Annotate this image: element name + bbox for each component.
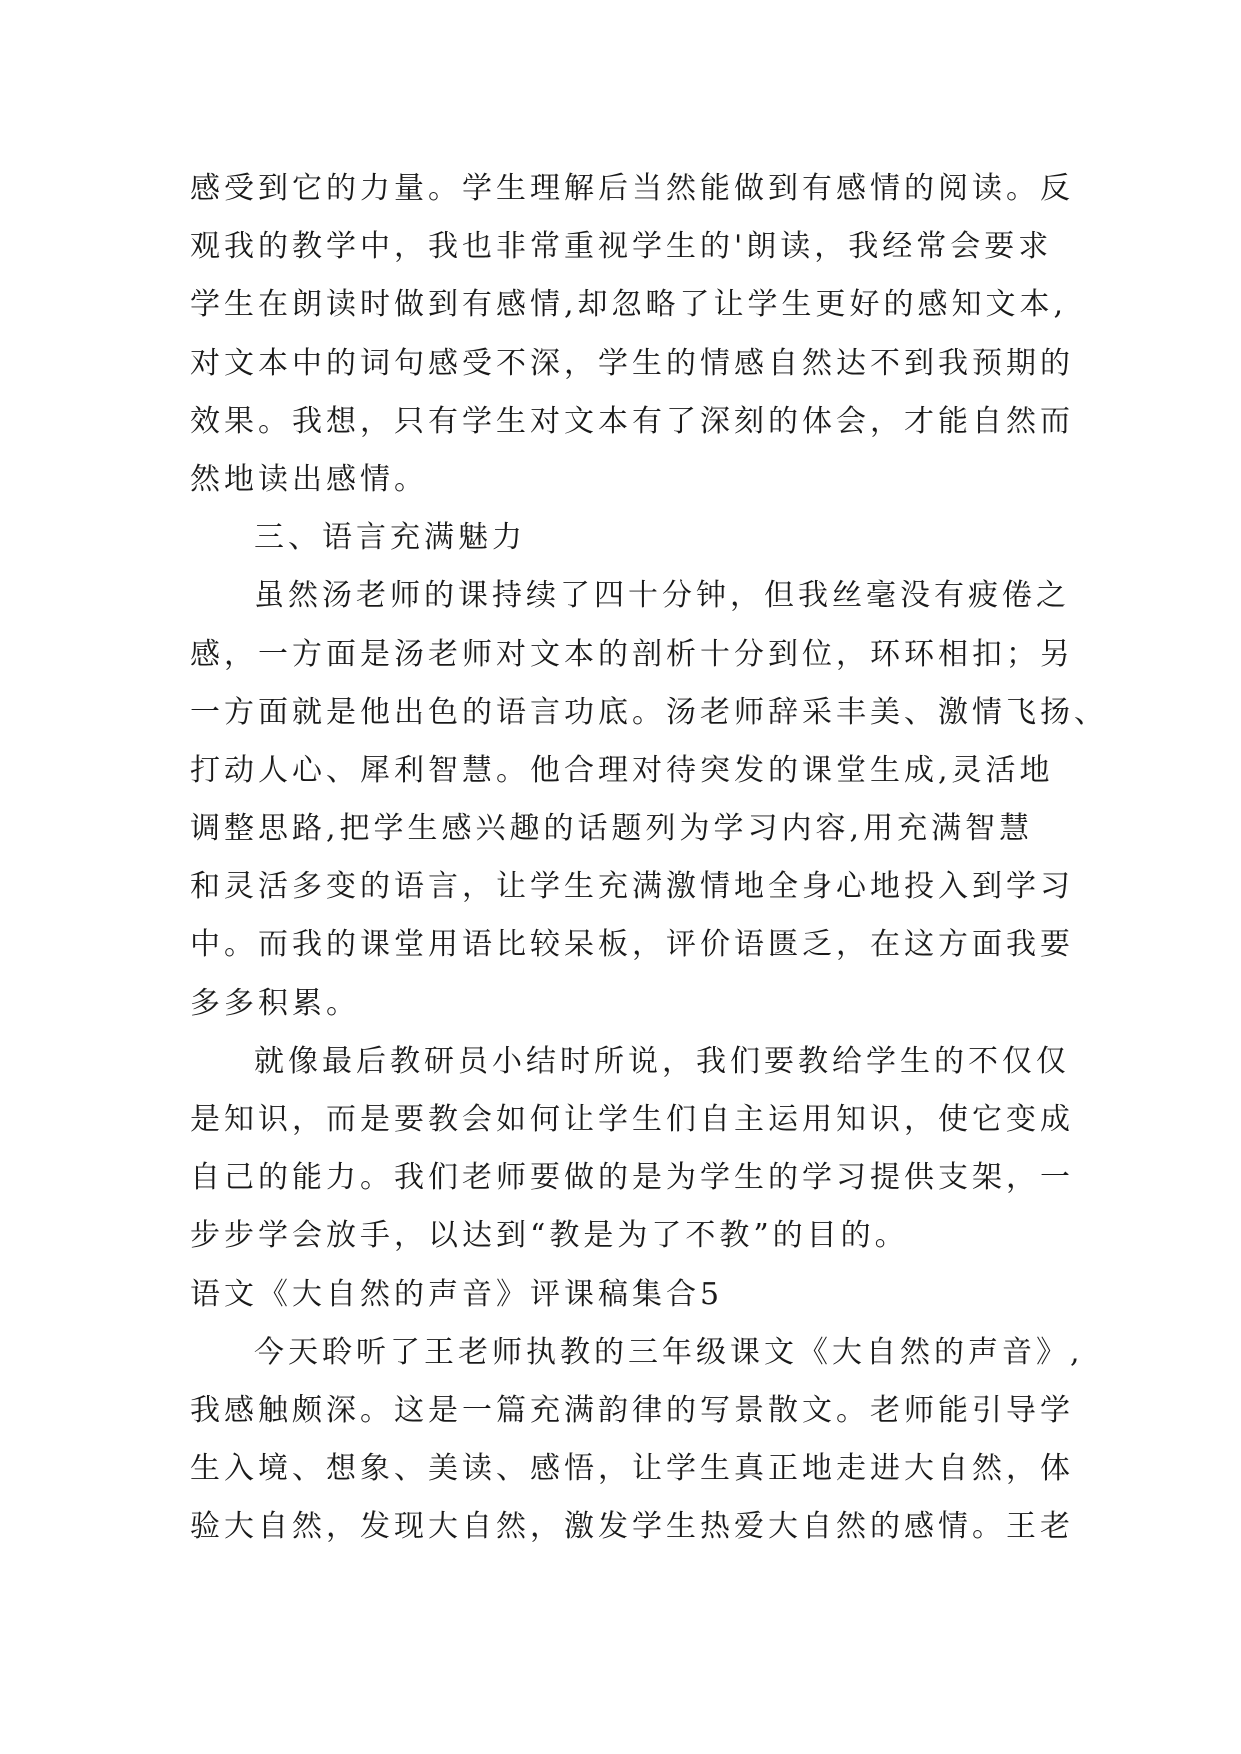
text-line: 和灵活多变的语言，让学生充满激情地全身心地投入到学习 [190, 869, 1074, 905]
text-line: 生入境、想象、美读、感悟，让学生真正地走进大自然，体 [190, 1451, 1074, 1487]
text-line: 自己的能力。我们老师要做的是为学生的学习提供支架，一 [190, 1160, 1074, 1196]
text-line: 就像最后教研员小结时所说，我们要教给学生的不仅仅 [254, 1043, 1070, 1079]
text-line: 打动人心、犀利智慧。他合理对待突发的课堂生成,灵活地 [190, 752, 1054, 788]
text-line: 验大自然，发现大自然，激发学生热爱大自然的感情。王老 [190, 1509, 1074, 1545]
text-line: 语文《大自然的声音》评课稿集合5 [190, 1276, 724, 1312]
text-line: 对文本中的词句感受不深，学生的情感自然达不到我预期的 [190, 345, 1074, 381]
text-line: 步步学会放手，以达到“教是为了不教”的目的。 [190, 1218, 909, 1254]
text-line: 是知识，而是要教会如何让学生们自主运用知识，使它变成 [190, 1102, 1074, 1137]
text-line: 虽然汤老师的课持续了四十分钟，但我丝毫没有疲倦之 [254, 578, 1070, 614]
text-line: 观我的教学中，我也非常重视学生的'朗读，我经常会要求 [190, 229, 1053, 265]
text-line: 多多积累。 [190, 985, 360, 1021]
text-line: 我感触颇深。这是一篇充满韵律的写景散文。老师能引导学 [190, 1392, 1074, 1428]
text-line: 调整思路,把学生感兴趣的话题列为学习内容,用充满智慧 [190, 811, 1034, 847]
text-line: 三、语言充满魅力 [254, 520, 526, 556]
text-line: 感，一方面是汤老师对文本的剖析十分到位，环环相扣；另 [190, 636, 1074, 672]
text-line: 感受到它的力量。学生理解后当然能做到有感情的阅读。反 [190, 171, 1074, 206]
text-line: 一方面就是他出色的语言功底。汤老师辞采丰美、激情飞扬、 [190, 694, 1108, 730]
text-line: 效果。我想，只有学生对文本有了深刻的体会，才能自然而 [190, 403, 1074, 439]
text-line: 今天聆听了王老师执教的三年级课文《大自然的声音》, [254, 1334, 1084, 1370]
text-line: 中。而我的课堂用语比较呆板，评价语匮乏，在这方面我要 [190, 927, 1074, 963]
text-line: 然地读出感情。 [190, 461, 428, 497]
text-line: 学生在朗读时做到有感情,却忽略了让学生更好的感知文本, [190, 287, 1068, 323]
document-body [190, 160, 1108, 1557]
